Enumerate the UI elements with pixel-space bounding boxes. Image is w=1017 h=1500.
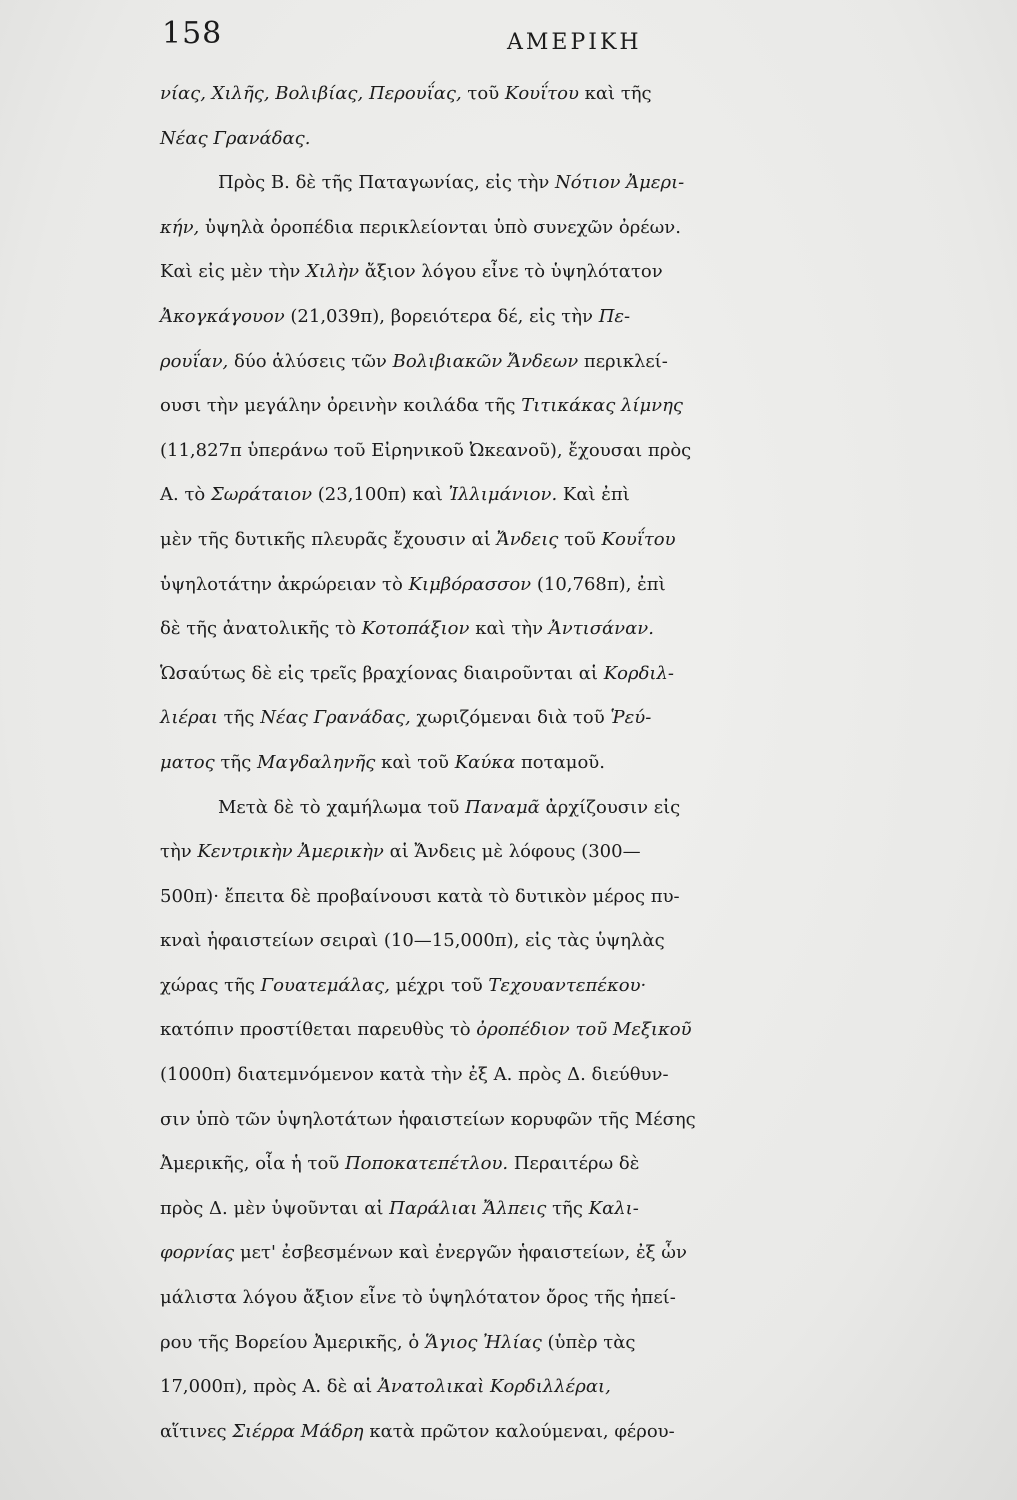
italic-segment: Ἀντισάναν. — [548, 618, 654, 640]
text-segment: δύο ἁλύσεις τῶν — [228, 350, 393, 372]
text-segment: καὶ τῆς — [578, 83, 652, 104]
italic-segment: Κοτοπάξιον — [361, 618, 470, 640]
italic-segment: Κιμβόρασσον — [408, 573, 532, 595]
text-line — [160, 1276, 960, 1321]
text-line — [160, 473, 960, 518]
text-line — [160, 696, 960, 741]
running-title: ΑΜΕΡΙΚΗ — [507, 30, 642, 55]
text-segment: μέχρι τοῦ — [389, 974, 489, 996]
text-line — [160, 1321, 960, 1366]
text-segment: κατόπιν προστίθεται παρευθὺς τὸ — [160, 1019, 477, 1041]
text-line — [160, 830, 960, 875]
text-line — [160, 1053, 960, 1098]
text-line — [160, 72, 960, 117]
text-line — [160, 741, 960, 786]
text-line — [160, 117, 960, 162]
text-segment: αἵτινες — [160, 1420, 233, 1442]
italic-segment: ματος — [160, 751, 215, 773]
italic-segment: Καύκα — [454, 751, 516, 773]
text-segment: χώρας τῆς — [160, 974, 261, 996]
text-segment: μετ' ἐσβεσμένων καὶ ἐνεργῶν ἡφαιστείων, ἐξ ὧν — [234, 1242, 687, 1264]
text-segment: Ὡσαύτως δὲ εἰς τρεῖς βραχίονας διαιροῦνται αἱ — [160, 662, 604, 684]
italic-segment: Βολιβιακῶν Ἄνδεων — [392, 350, 579, 372]
text-segment: χωριζόμεναι διὰ τοῦ — [410, 707, 611, 729]
text-segment: καὶ τοῦ — [375, 751, 455, 773]
italic-segment: Παναμᾶ — [465, 796, 540, 818]
text-segment: ὑψηλὰ ὀροπέδια περικλείονται ὑπὸ συνεχῶν ὀρέων. — [199, 216, 681, 238]
text-segment: αἱ Ἄνδεις μὲ λόφους (300— — [383, 841, 641, 863]
italic-segment: Ἄνδεις — [496, 528, 559, 550]
text-segment: (11,827π ὑπεράνω τοῦ Εἰρηνικοῦ Ὠκεανοῦ), ἔχουσαι πρὸς — [160, 439, 692, 461]
italic-segment: Γουατεμάλας, — [260, 974, 390, 996]
text-segment: (10,768π), ἐπὶ — [531, 573, 666, 595]
text-segment: τοῦ — [558, 528, 602, 550]
text-segment: πρὸς Δ. μὲν ὑψοῦνται αἱ — [160, 1197, 390, 1219]
text-segment: ουσι τὴν μεγάλην ὀρεινὴν κοιλάδα τῆς — [160, 395, 522, 417]
text-line — [160, 1410, 960, 1455]
text-segment: μὲν τῆς δυτικῆς πλευρᾶς ἔχουσιν αἱ — [160, 528, 497, 550]
text-segment: τοῦ — [461, 83, 505, 104]
text-segment: (1000π) διατεμνόμενον κατὰ τὴν ἐξ Α. πρὸς Δ. διεύθυν- — [160, 1064, 669, 1086]
italic-segment: Καλι- — [588, 1197, 639, 1219]
text-line — [160, 786, 960, 831]
text-line — [160, 1008, 960, 1053]
page-number: 158 — [162, 16, 223, 51]
italic-segment: Τιτικάκας λίμνης — [521, 395, 683, 417]
italic-segment: Χιλὴν — [306, 261, 360, 283]
text-segment: τῆς — [217, 707, 261, 729]
text-line — [160, 384, 960, 429]
text-segment: τὴν — [160, 841, 198, 863]
italic-segment: Κουΐτου — [601, 528, 676, 550]
italic-segment: ὀροπέδιον τοῦ Μεξικοῦ — [476, 1019, 692, 1041]
text-segment: ποταμοῦ. — [515, 751, 605, 773]
italic-segment: Νέας Γρανάδας, — [260, 707, 411, 729]
italic-segment: Ἅγιος Ἠλίας — [424, 1331, 542, 1353]
text-segment: Ἀμερικῆς, οἷα ἡ τοῦ — [160, 1153, 345, 1175]
text-segment: Καὶ ἐπὶ — [557, 484, 630, 506]
text-line — [160, 1231, 960, 1276]
italic-segment: κήν, — [160, 216, 200, 238]
italic-segment: Κεντρικὴν Ἀμερικὴν — [197, 841, 384, 863]
italic-segment: Ῥεύ- — [610, 707, 652, 729]
italic-segment: Σιέρρα Μάδρη — [232, 1420, 364, 1442]
italic-segment: Ἀκογκάγουον — [160, 305, 285, 327]
text-line — [160, 340, 960, 385]
text-line — [160, 1365, 960, 1410]
text-segment: μάλιστα λόγου ἄξιον εἶνε τὸ ὑψηλότατον ὄρος τῆς ἠπεί- — [160, 1287, 676, 1309]
italic-segment: Κορδιλ- — [603, 662, 674, 684]
text-segment: 500π)· ἔπειτα δὲ προβαίνουσι κατὰ τὸ δυτικὸν μέρος πυ- — [160, 885, 680, 907]
text-line — [160, 652, 960, 697]
italic-segment: Πε- — [598, 305, 631, 327]
text-segment: κναὶ ἡφαιστείων σειραὶ (10—15,000π), εἰς τὰς ὑψηλὰς — [160, 930, 665, 952]
text-segment: ἄξιον λόγου εἶνε τὸ ὑψηλότατον — [359, 261, 663, 283]
text-line — [160, 250, 960, 295]
italic-segment: λιέραι — [160, 707, 218, 729]
text-segment: Α. τὸ — [160, 484, 211, 506]
text-line — [160, 206, 960, 251]
italic-segment: Νότιον Ἀμερι- — [555, 172, 685, 194]
text-line — [160, 875, 960, 920]
italic-segment: Ἰλλιμάνιον. — [448, 484, 558, 506]
text-line — [160, 1142, 960, 1187]
text-line — [160, 295, 960, 340]
italic-segment: Τεχουαντεπέκου· — [488, 974, 647, 996]
text-segment: δὲ τῆς ἀνατολικῆς τὸ — [160, 618, 362, 640]
text-segment: ρου τῆς Βορείου Ἀμερικῆς, ὁ — [160, 1331, 425, 1353]
italic-segment: νίας, Χιλῆς, Βολιβίας, Περουΐας, — [160, 83, 462, 104]
text-line — [160, 518, 960, 563]
italic-segment: Νέας Γρανάδας. — [160, 127, 311, 149]
text-segment: καὶ τὴν — [469, 618, 549, 640]
text-line — [160, 429, 960, 474]
text-line — [160, 1187, 960, 1232]
text-segment: ἀρχίζουσιν εἰς — [539, 796, 681, 818]
text-segment: (23,100π) καὶ — [312, 484, 449, 506]
text-segment: τῆς — [214, 751, 258, 773]
text-segment: Πρὸς Β. δὲ τῆς Παταγωνίας, εἰς τὴν — [218, 172, 556, 194]
text-segment: (ὑπὲρ τὰς — [541, 1331, 636, 1353]
text-segment: Καὶ εἰς μὲν τὴν — [160, 261, 306, 283]
text-line — [160, 964, 960, 1009]
text-segment: ὑψηλοτάτην ἀκρώρειαν τὸ — [160, 573, 409, 595]
italic-segment: ρουΐαν, — [160, 350, 229, 372]
text-line — [160, 161, 960, 206]
italic-segment: φορνίας — [160, 1242, 235, 1264]
text-line — [160, 1098, 960, 1143]
italic-segment: Σωράταιον — [210, 484, 313, 506]
italic-segment: Ἀνατολικαὶ Κορδιλλέραι, — [377, 1376, 611, 1398]
text-segment: περικλεί- — [578, 350, 668, 372]
body-text — [160, 72, 960, 1454]
italic-segment: Παράλιαι Ἄλπεις — [389, 1197, 547, 1219]
italic-segment: Κουΐτου — [504, 83, 579, 104]
text-segment: 17,000π), πρὸς Α. δὲ αἱ — [160, 1376, 378, 1398]
text-line — [160, 919, 960, 964]
text-segment: τῆς — [546, 1197, 589, 1219]
text-segment: σιν ὑπὸ τῶν ὑψηλοτάτων ἡφαιστείων κορυφῶν τῆς Μέσης — [160, 1108, 696, 1130]
text-line — [160, 607, 960, 652]
italic-segment: Μαγδαληνῆς — [257, 751, 376, 773]
text-segment: Περαιτέρω δὲ — [508, 1153, 640, 1175]
text-segment: Μετὰ δὲ τὸ χαμήλωμα τοῦ — [218, 796, 465, 818]
italic-segment: Ποποκατεπέτλου. — [344, 1153, 509, 1175]
text-segment: (21,039π), βορειότερα δέ, εἰς τὴν — [284, 305, 599, 327]
text-segment: κατὰ πρῶτον καλούμεναι, φέρου- — [363, 1420, 675, 1442]
text-line — [160, 563, 960, 608]
